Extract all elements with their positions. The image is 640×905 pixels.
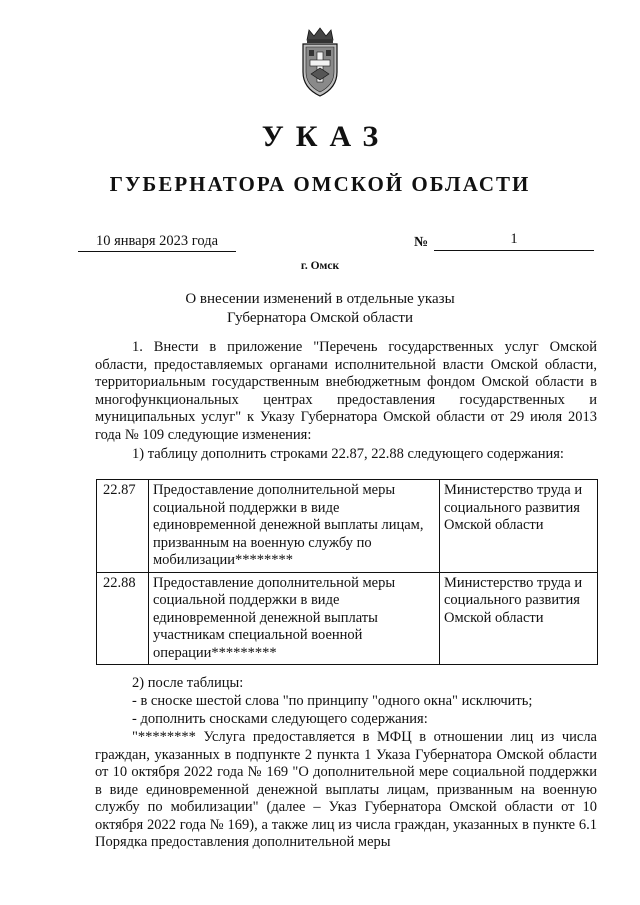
number-label: № xyxy=(414,235,429,250)
coat-of-arms-icon xyxy=(295,26,345,98)
document-city: г. Омск xyxy=(300,260,340,272)
row-service: Предоставление дополнительной меры социальной поддержки в виде единовременной денежной выплаты лицам, призванным на военную службу по мобилизации******** xyxy=(149,480,440,573)
document-number: 1 xyxy=(434,231,594,251)
paragraph-dash-1: - в сноске шестой слова "по принципу "одного окна" исключить; xyxy=(132,693,533,709)
document-title: УКАЗ xyxy=(261,120,391,153)
paragraph-footnote: "******** Услуга предоставляется в МФЦ в отношении лиц из числа граждан, указанных в подпункте 2 пункта 1 Указа Губернатора Омской области от 10 октября 2022 года № 169 "О дополнительной мере социальной поддержки в виде единовременной денежной выплаты лицам, призванным на военную службу по мобилизации" (далее – Указ Губернатора Омской области от 10 октября 2022 года № 169), а также лиц из числа граждан, указанных в пункте 6.1 Порядка предоставления дополнительной меры xyxy=(95,729,597,850)
services-table xyxy=(96,479,598,665)
document-date: 10 января 2023 года xyxy=(78,233,236,252)
document-subtitle: ГУБЕРНАТОРА ОМСКОЙ ОБЛАСТИ xyxy=(109,172,531,196)
row-number: 22.88 xyxy=(97,572,149,665)
table-row xyxy=(97,572,598,665)
row-service: Предоставление дополнительной меры социальной поддержки в виде единовременной денежной выплаты участникам специальной военной операции********* xyxy=(149,572,440,665)
paragraph-dash-2: - дополнить сносками следующего содержания: xyxy=(132,711,428,727)
table-row xyxy=(97,480,598,573)
paragraph-subitem-1: 1) таблицу дополнить строками 22.87, 22.88 следующего содержания: xyxy=(132,446,564,462)
document-heading: О внесении изменений в отдельные указы Губернатора Омской области xyxy=(185,291,455,326)
row-authority: Министерство труда и социального развития Омской области xyxy=(440,480,598,573)
paragraph-subitem-2: 2) после таблицы: xyxy=(132,675,244,691)
row-number: 22.87 xyxy=(97,480,149,573)
row-authority: Министерство труда и социального развития Омской области xyxy=(440,572,598,665)
paragraph-item-1: 1. Внести в приложение "Перечень государственных услуг Омской области, предоставляемых органами исполнительной власти Омской области, территориальным государственным внебюджетным фондом Омской области в многофункциональных центрах предоставления государственных и муниципальных услуг" к Указу Губернатора Омской области от 29 июля 2013 года № 109 следующие изменения: xyxy=(95,339,597,443)
